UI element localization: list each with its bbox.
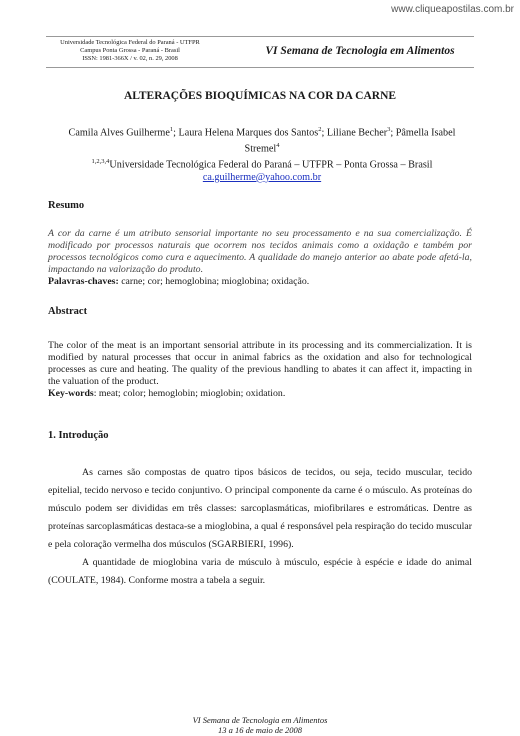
issn-line: ISSN: 1981-366X / v. 02, n. 29, 2008 xyxy=(82,55,178,62)
author-4-sup: 4 xyxy=(276,141,280,149)
author-1-sup: 1 xyxy=(169,126,174,133)
abstract-keywords xyxy=(48,388,472,400)
keywords-text: carne; cor; hemoglobina; mioglobina; oxidação. xyxy=(118,276,310,287)
abstract-text: The color of the meat is an important sensorial attribute in its processing and its commercialization. It is modified by natural processes that occur in animal fabrics as the oxidation and also for technological processes as cure and heating. The quality of the previous handling to abates it can affect it, impacting in the valuation of the product. xyxy=(48,340,472,387)
author-2: ; Laura Helena Marques dos Santos xyxy=(173,127,319,139)
resumo-text: A cor da carne é um atributo sensorial importante no seu processamento e na sua comercialização. É modificado por processos naturais que ocorrem nos tecidos animais como a oxidação e também por processos tecnológicos como cura e aquecimento. A qualidade do manejo anterior ao abate pode afetá-la, impactando na valorização do produto. xyxy=(48,228,472,275)
author-2-sup: 2 xyxy=(318,126,322,133)
author-email-link[interactable]: ca.guilherme@yahoo.com.br xyxy=(202,171,322,183)
page-header xyxy=(46,36,474,68)
key-words-text: : meat; color; hemoglobin; mioglobin; oxidation. xyxy=(93,388,286,399)
intro-heading: 1. Introdução xyxy=(48,430,109,441)
footer-event: VI Semana de Tecnologia em Alimentos xyxy=(192,715,328,725)
affiliation xyxy=(62,156,462,172)
author-list xyxy=(62,124,462,156)
keywords-label: Palavras-chaves: xyxy=(48,276,119,287)
author-3-sup: 3 xyxy=(387,126,391,133)
page-footer xyxy=(0,715,520,735)
watermark-url: www.cliqueapostilas.com.br xyxy=(391,4,514,15)
resumo-section xyxy=(48,228,472,288)
affiliation-text: Universidade Tecnológica Federal do Paraná – UTFPR – Ponta Grossa – Brasil xyxy=(109,159,433,171)
event-title: VI Semana de Tecnologia em Alimentos xyxy=(265,45,455,57)
campus-line: Campus Ponta Grossa - Paraná - Brasil xyxy=(80,47,180,54)
key-words-label: Key-words xyxy=(48,388,94,399)
author-block xyxy=(62,124,462,184)
institution-name: Universidade Tecnológica Federal do Paraná - UTFPR xyxy=(60,39,200,46)
author-1: Camila Alves Guilherme xyxy=(68,127,170,139)
abstract-section xyxy=(48,340,472,400)
paper-title: ALTERAÇÕES BIOQUÍMICAS NA COR DA CARNE xyxy=(123,90,397,102)
affiliation-sup: 1,2,3,4 xyxy=(91,157,110,165)
abstract-heading: Abstract xyxy=(48,306,88,317)
institution-block xyxy=(46,39,214,63)
author-4: ; Pâmella Isabel Stremel xyxy=(244,127,456,155)
footer-dates: 13 a 16 de maio de 2008 xyxy=(217,725,303,735)
resumo-heading: Resumo xyxy=(48,200,85,211)
author-3: ; Liliane Becher xyxy=(321,127,388,139)
intro-body xyxy=(48,464,472,590)
resumo-keywords xyxy=(48,276,472,288)
intro-paragraph-1: As carnes são compostas de quatro tipos básicos de tecidos, ou seja, tecido muscular, tecido epitelial, tecido nervoso e tecido conjuntivo. O principal componente da carne é o músculo. As proteínas do músculo podem ser divididas em três classes: sarcoplasmáticas, miofibrilares e estromáticas. Dentre as proteínas sarcoplasmáticas destaca-se a mioglobina, a qual é responsável pela respiração do tecido muscular e pela coloração vermelha dos músculos (SGARBIERI, 1996). xyxy=(48,467,472,550)
intro-paragraph-2: A quantidade de mioglobina varia de músculo à músculo, espécie à espécie e idade do animal (COULATE, 1984). Conforme mostra a tabela a seguir. xyxy=(48,557,472,586)
